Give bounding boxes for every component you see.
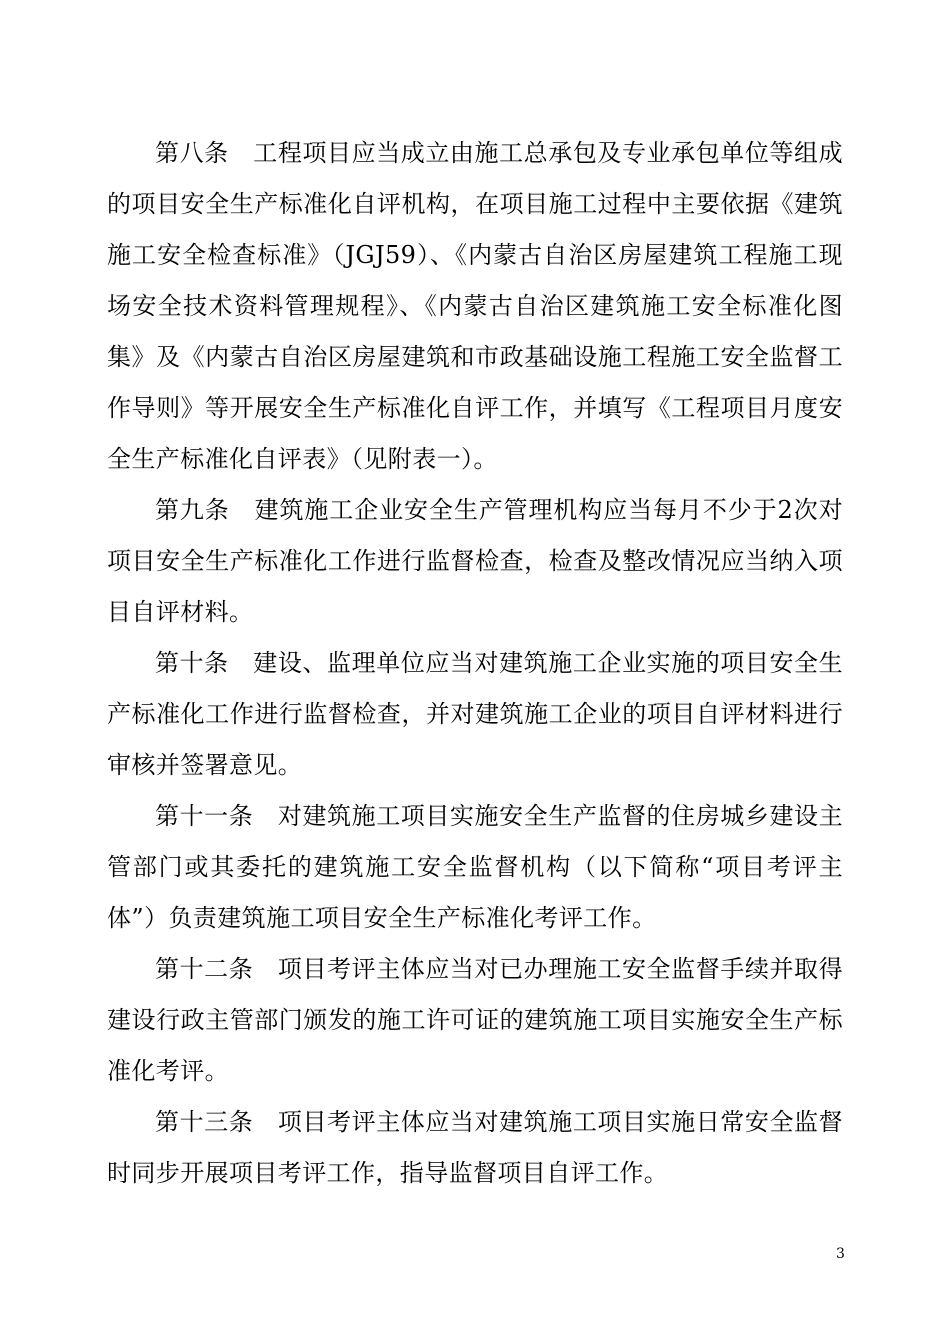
article-12-paragraph: 第十二条 项目考评主体应当对已办理施工安全监督手续并取得建设行政主管部门颁发的施工许可证的建筑施工项目实施安全生产标准化考评。 — [107, 955, 843, 1085]
article-10-paragraph: 第十条 建设、监理单位应当对建筑施工企业实施的项目安全生产标准化工作进行监督检查，并对建筑施工企业的项目自评材料进行审核并签署意见。 — [107, 649, 843, 779]
article-13-paragraph: 第十三条 项目考评主体应当对建筑施工项目实施日常安全监督时同步开展项目考评工作，指导监督项目自评工作。 — [107, 1108, 843, 1187]
article-9-paragraph: 第九条 建筑施工企业安全生产管理机构应当每月不少于2次对项目安全生产标准化工作进行监督检查，检查及整改情况应当纳入项目自评材料。 — [107, 496, 843, 626]
article-11-paragraph: 第十一条 对建筑施工项目实施安全生产监督的住房城乡建设主管部门或其委托的建筑施工安全监督机构（以下简称“项目考评主体”）负责建筑施工项目安全生产标准化考评工作。 — [107, 802, 843, 932]
article-8-paragraph: 第八条 工程项目应当成立由施工总承包及专业承包单位等组成的项目安全生产标准化自评机构，在项目施工过程中主要依据《建筑施工安全检查标准》（JGJ59）、《内蒙古自治区房屋建筑工程施工现场安全技术资料管理规程》、《内蒙古自治区建筑施工安全标准化图集》及《内蒙古自治区房屋建筑和市政基础设施工程施工安全监督工作导则》等开展安全生产标准化自评工作，并填写《工程项目月度安全生产标准化自评表》（见附表一）。 — [107, 139, 843, 473]
body-text — [107, 128, 843, 1199]
page-number: 3 — [836, 1246, 845, 1262]
